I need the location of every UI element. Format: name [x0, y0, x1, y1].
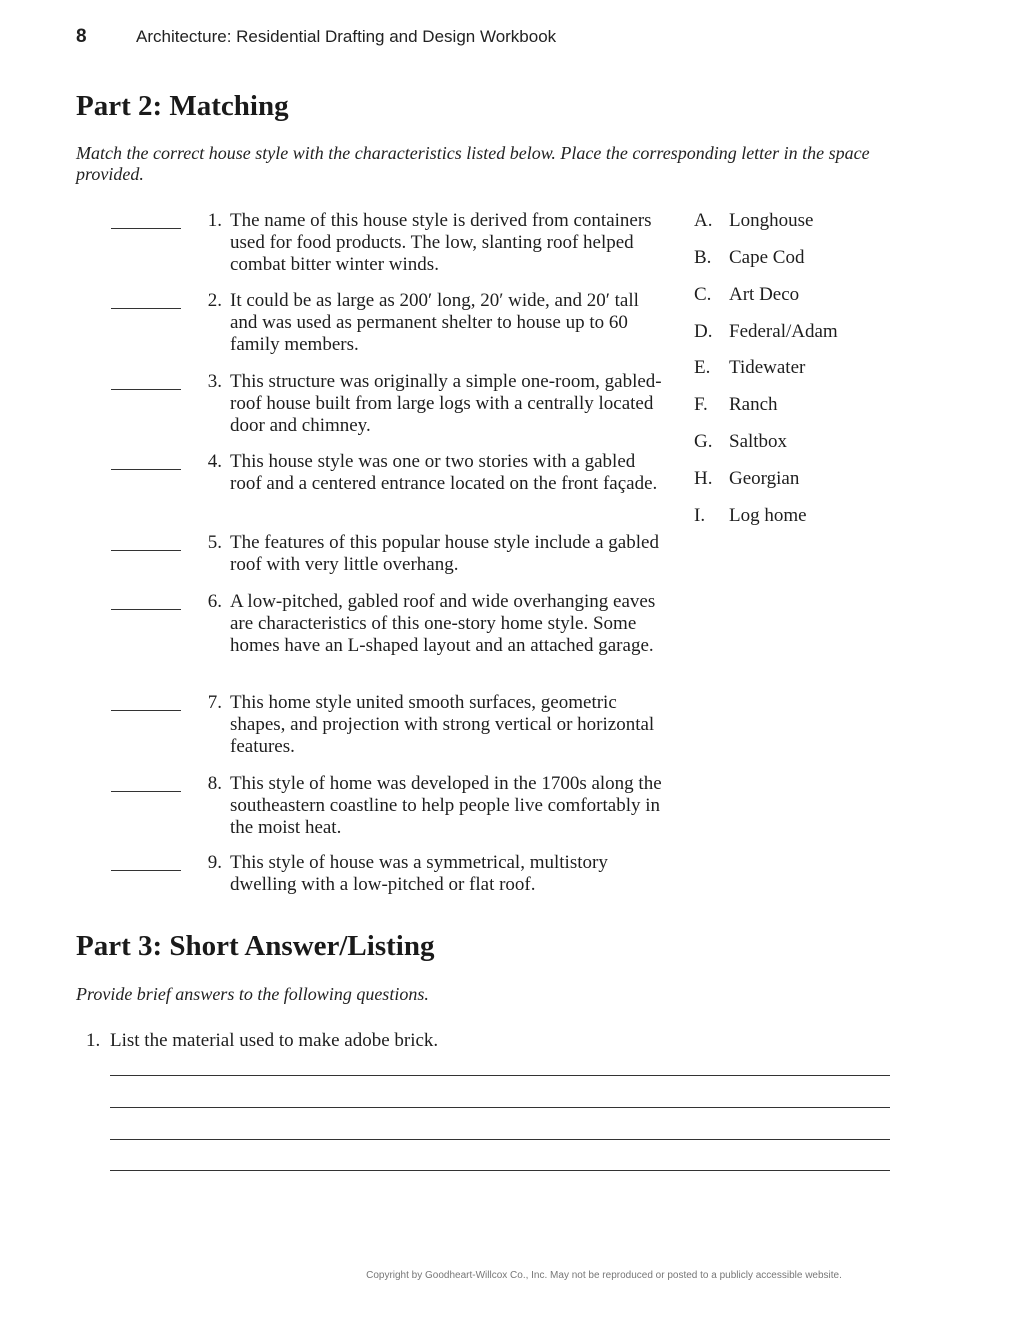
answer-line-2[interactable] — [110, 1107, 890, 1108]
option-letter: H. — [694, 468, 713, 489]
option-h — [694, 468, 799, 490]
question-text: This style of home was developed in the 1700s along the southeastern coastline to help people live comfortably in the moist heat. — [230, 773, 662, 838]
part3-heading: Part 3: Short Answer/Listing — [76, 930, 435, 962]
part3-instructions: Provide brief answers to the following questions. — [76, 984, 429, 1004]
answer-line-1[interactable] — [110, 1075, 890, 1076]
question-text: This structure was originally a simple one-room, gabled-roof house built from large logs with a centrally located door and chimney. — [230, 371, 662, 436]
option-label: Cape Cod — [729, 247, 805, 268]
answer-blank-8[interactable] — [111, 791, 181, 792]
question-text: The name of this house style is derived from containers used for food products. The low, slanting roof helped combat bitter winter winds. — [230, 210, 652, 275]
answer-blank-9[interactable] — [111, 870, 181, 871]
part2-instructions: Match the correct house style with the characteristics listed below. Place the corresponding letter in the space provided. — [76, 143, 870, 184]
option-letter: B. — [694, 247, 712, 268]
option-label: Longhouse — [729, 210, 814, 231]
question-text: This house style was one or two stories with a gabled roof and a centered entrance located on the front façade. — [230, 451, 658, 494]
question-text: A low-pitched, gabled roof and wide overhanging eaves are characteristics of this one-story home style. Some homes have an L-shaped layout and an attached garage. — [230, 591, 656, 656]
question-text: List the material used to make adobe brick. — [110, 1030, 439, 1051]
question-number: 9. — [207, 852, 222, 873]
answer-blank-2[interactable] — [111, 308, 181, 309]
option-label: Ranch — [729, 394, 778, 415]
question-number: 8. — [207, 773, 222, 794]
question-number: 1. — [207, 210, 222, 231]
answer-blank-3[interactable] — [111, 389, 181, 390]
option-letter: A. — [694, 210, 713, 231]
answer-blank-1[interactable] — [111, 228, 181, 229]
question-text: This style of house was a symmetrical, multistory dwelling with a low-pitched or flat roof. — [230, 852, 608, 895]
question-text: This home style united smooth surfaces, geometric shapes, and projection with strong vertical or horizontal features. — [230, 692, 655, 757]
option-label: Saltbox — [729, 431, 788, 452]
option-letter: I. — [694, 505, 706, 526]
option-label: Tidewater — [729, 357, 806, 378]
book-title: Architecture: Residential Drafting and Design Workbook — [136, 27, 557, 46]
option-a — [694, 210, 813, 232]
answer-blank-7[interactable] — [111, 710, 181, 711]
option-e — [694, 357, 805, 379]
question-number: 3. — [207, 371, 222, 392]
question-text: It could be as large as 200′ long, 20′ wide, and 20′ tall and was used as permanent shelter to house up to 60 family members. — [230, 290, 639, 355]
option-label: Art Deco — [729, 284, 800, 305]
copyright-notice: Copyright by Goodheart-Willcox Co., Inc. May not be reproduced or posted to a publicly accessible website. — [366, 1270, 842, 1281]
option-letter: G. — [694, 431, 713, 452]
question-number: 2. — [207, 290, 222, 311]
answer-line-4[interactable] — [110, 1170, 890, 1171]
question-number: 6. — [207, 591, 222, 612]
option-c — [694, 284, 799, 306]
answer-blank-6[interactable] — [111, 609, 181, 610]
answer-blank-4[interactable] — [111, 469, 181, 470]
option-letter: C. — [694, 284, 712, 305]
option-f — [694, 394, 778, 416]
answer-blank-5[interactable] — [111, 550, 181, 551]
question-number: 4. — [207, 451, 222, 472]
option-label: Federal/Adam — [729, 321, 838, 342]
short-answer-question-1 — [86, 1030, 438, 1052]
option-d — [694, 321, 838, 343]
option-label: Log home — [729, 505, 807, 526]
page-number: 8 — [76, 26, 87, 47]
answer-line-3[interactable] — [110, 1139, 890, 1140]
question-number: 1. — [86, 1030, 101, 1051]
option-i — [694, 505, 807, 527]
question-number: 7. — [207, 692, 222, 713]
option-letter: E. — [694, 357, 711, 378]
option-letter: F. — [694, 394, 708, 415]
question-number: 5. — [207, 532, 222, 553]
option-g — [694, 431, 787, 453]
option-letter: D. — [694, 321, 713, 342]
page-header — [76, 26, 556, 48]
option-label: Georgian — [729, 468, 800, 489]
option-b — [694, 247, 804, 269]
part2-heading: Part 2: Matching — [76, 90, 289, 122]
question-text: The features of this popular house style include a gabled roof with very little overhang. — [230, 532, 659, 575]
